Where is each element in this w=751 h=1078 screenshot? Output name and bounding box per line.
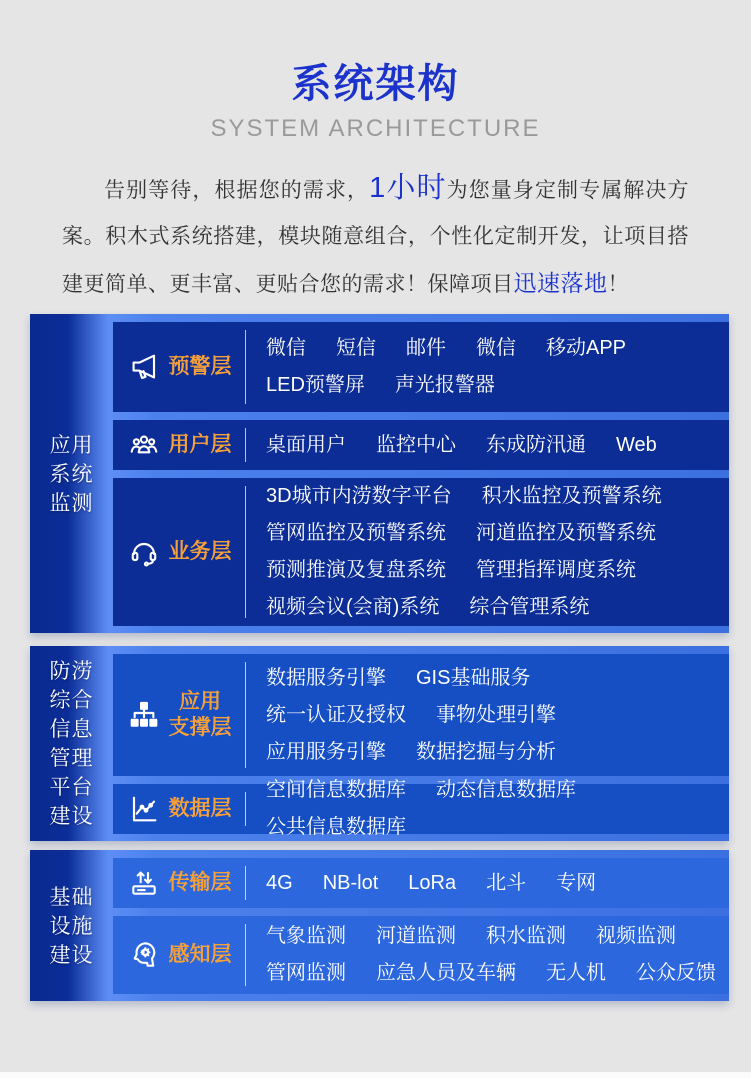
- layer-rows: [113, 858, 729, 994]
- panel-side-label-line: 防涝: [49, 660, 94, 683]
- panel-side-label-line: 信息: [49, 718, 94, 741]
- layer-item: 无人机: [546, 962, 606, 984]
- layer-label: 预警层: [168, 355, 232, 378]
- head-gear-icon: [127, 938, 161, 972]
- layer-item: 监控中心: [376, 433, 456, 456]
- headset-icon: [127, 535, 161, 569]
- item-line: [266, 772, 729, 846]
- layer-item: 管网监测: [266, 962, 346, 984]
- layer-items: [246, 858, 729, 908]
- layer-item: 河道监测: [376, 925, 456, 947]
- item-line: [266, 367, 729, 404]
- layer-row: [113, 478, 729, 626]
- panel-side-label-line: 平台: [49, 776, 94, 799]
- layer-head: [113, 322, 245, 412]
- panel-infrastructure-construction: [30, 850, 729, 1001]
- layer-item: 邮件: [406, 337, 446, 359]
- layer-item: 管网监控及预警系统: [266, 522, 446, 544]
- layer-items: [246, 420, 729, 470]
- layer-item: 短信: [336, 337, 376, 359]
- layer-head: [113, 478, 245, 626]
- panel-side-label-line: 监测: [49, 491, 94, 515]
- intro-highlight: 1小时: [369, 172, 447, 204]
- sitemap-icon: [127, 698, 161, 732]
- layer-item: 统一认证及授权: [266, 703, 406, 726]
- page-title: 系统架构: [291, 62, 460, 106]
- layer-item: 积水监控及预警系统: [481, 485, 662, 507]
- layer-item: LED预警屏: [266, 374, 365, 396]
- layer-item: 河道监控及预警系统: [476, 522, 656, 544]
- layer-item: 桌面用户: [266, 433, 346, 456]
- layer-item: GIS基础服务: [416, 666, 531, 689]
- layer-item: 管理指挥调度系统: [476, 559, 636, 581]
- layer-items: [246, 478, 729, 626]
- panel-side-label-line: 建设: [49, 805, 94, 828]
- layer-item: 空间信息数据库: [266, 779, 406, 801]
- intro-highlight: 迅速落地: [513, 270, 608, 296]
- layer-item: 微信: [476, 337, 516, 359]
- layer-label: 传输层: [168, 871, 232, 894]
- layer-item: 视频监测: [596, 925, 676, 947]
- layer-label: 业务层: [168, 540, 232, 563]
- megaphone-icon: [127, 350, 161, 384]
- layer-head: [113, 916, 245, 994]
- layer-item: 公众反馈: [636, 962, 716, 984]
- item-line: [266, 697, 729, 734]
- layer-row: [113, 322, 729, 412]
- layer-row: [113, 420, 729, 470]
- bottom-strip: [0, 1072, 751, 1078]
- layer-items: [246, 916, 729, 994]
- layer-head: [113, 420, 245, 470]
- panel-side-label-line: 综合: [49, 689, 94, 712]
- panel-side-label-line: 管理: [49, 747, 94, 770]
- layer-item: 东成防汛通: [486, 433, 586, 456]
- layer-rows: [113, 654, 729, 838]
- item-line: [266, 589, 729, 626]
- layer-item: 预测推演及复盘系统: [266, 559, 446, 581]
- architecture-panels: [0, 314, 751, 1001]
- item-line: [266, 955, 729, 992]
- intro-text: 告别等待，根据您的需求，: [104, 179, 370, 202]
- layer-item: 微信: [266, 337, 306, 359]
- panel-side-label: [30, 654, 113, 834]
- layer-item: 移动APP: [546, 337, 627, 359]
- item-line: [266, 865, 729, 902]
- panel-side-label-line: 系统: [49, 462, 94, 486]
- intro-paragraph: [62, 165, 689, 308]
- layer-label: 应用 支撑层: [168, 690, 232, 739]
- layer-row: [113, 916, 729, 994]
- layer-item: 动态信息数据库: [436, 779, 576, 801]
- layer-item: 3D城市内涝数字平台: [266, 485, 452, 507]
- layer-row: [113, 779, 729, 838]
- layer-item: 综合管理系统: [469, 596, 590, 618]
- layer-item: 数据挖掘与分析: [416, 740, 556, 763]
- page-subtitle: SYSTEM ARCHITECTURE: [210, 115, 541, 142]
- layer-item: 气象监测: [266, 925, 346, 947]
- item-line: [266, 330, 729, 367]
- layer-row: [113, 654, 729, 776]
- layer-item: 公共信息数据库: [266, 816, 406, 838]
- layer-rows: [113, 322, 729, 626]
- layer-item: LoRa: [408, 871, 457, 894]
- panel-side-label: [30, 322, 113, 626]
- item-line: [266, 734, 729, 771]
- layer-item: 数据服务引擎: [266, 666, 386, 689]
- panel-side-label-line: 建设: [49, 943, 94, 967]
- intro-text: ！: [607, 273, 629, 296]
- transfer-icon: [127, 866, 161, 900]
- item-line: [266, 515, 729, 552]
- layer-items: [246, 322, 729, 412]
- layer-item: 专网: [556, 871, 597, 894]
- chart-icon: [127, 792, 161, 826]
- layer-item: 事物处理引擎: [436, 703, 556, 726]
- layer-item: 视频会议(会商)系统: [266, 596, 440, 618]
- layer-row: [113, 858, 729, 908]
- item-line: [266, 478, 729, 515]
- layer-item: 北斗: [486, 871, 527, 894]
- layer-head: [113, 784, 245, 834]
- item-line: [266, 427, 729, 464]
- layer-item: 应急人员及车辆: [376, 962, 516, 984]
- panel-flood-info-management-platform: [30, 646, 729, 841]
- intro-text: 为您量身定制专属解决方案。积木式系统搭建，模块随意组合，个性化定制开发，让项目搭建更简单、更丰富、更贴合您的需求！保障项目: [62, 179, 690, 296]
- item-line: [266, 660, 729, 697]
- layer-item: 积水监测: [486, 925, 566, 947]
- layer-item: 声光报警器: [394, 374, 495, 396]
- item-line: [266, 552, 729, 589]
- layer-head: [113, 858, 245, 908]
- panel-side-label-line: 设施: [49, 914, 94, 938]
- layer-item: 4G: [266, 871, 293, 894]
- layer-label: 数据层: [168, 797, 232, 820]
- users-icon: [127, 428, 161, 462]
- panel-side-label-line: 基础: [49, 885, 94, 909]
- layer-label: 用户层: [168, 433, 232, 456]
- layer-items: [246, 779, 729, 838]
- panel-side-label: [30, 858, 113, 994]
- layer-items: [246, 654, 729, 776]
- layer-item: NB-lot: [322, 871, 379, 894]
- layer-item: 应用服务引擎: [266, 740, 386, 763]
- layer-label: 感知层: [168, 943, 232, 966]
- panel-application-system-monitoring: [30, 314, 729, 633]
- panel-side-label-line: 应用: [49, 433, 94, 457]
- layer-head: [113, 654, 245, 776]
- layer-item: Web: [616, 433, 657, 456]
- item-line: [266, 918, 729, 955]
